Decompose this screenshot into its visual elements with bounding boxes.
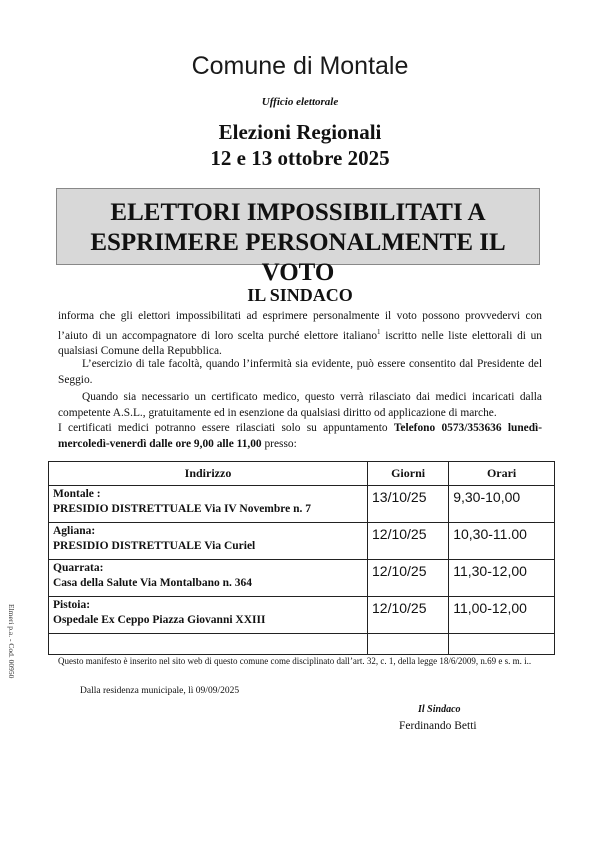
p4-phone-hours: Telefono 0573/353636 lunedì-mercoledì-venerdì dalle ore 9,00 alle 11,00 [58,422,543,450]
city-name: Agliana: [53,525,96,537]
orario-cell: 9,30-10,00 [449,486,555,523]
empty-cell [49,634,368,655]
paragraph-2: L’esercizio di tale facoltà, quando l’infermità sia evidente, può essere consentito dal Presidente del Seggio. [58,358,542,386]
orario-cell: 11,30-12,00 [449,560,555,597]
p1-footnote-mark: 1 [377,327,381,336]
giorno-cell: 13/10/25 [368,486,449,523]
place-name: Ospedale Ex Ceppo Piazza Giovanni XXIII [53,614,266,626]
p1-text-b: iscritto nelle liste elettorali di un qualsiasi Comune della Repubblica. [58,329,542,357]
title-banner [56,188,540,286]
table-row [49,523,555,560]
orario-cell: 11,00-12,00 [449,597,555,634]
address-cell [49,523,368,560]
p4-text-a: I certificati medici potranno essere rilasciati solo su appuntamento [58,422,394,434]
elezioni-line-1: Elezioni Regionali [218,120,382,144]
banner-line-2: ESPRIMERE PERSONALMENTE IL VOTO [90,229,506,286]
giorno-cell: 12/10/25 [368,523,449,560]
place-name: Casa della Salute Via Montalbano n. 364 [53,577,253,589]
signature-label: Il Sindaco [418,704,461,715]
city-name: Pistoia: [53,599,91,611]
ufficio-subtitle: Ufficio elettorale [261,96,339,108]
header-giorni: Giorni [368,462,449,486]
paragraph-4 [58,421,542,452]
elezioni-line-2: 12 e 13 ottobre 2025 [210,146,390,170]
p1-text-a: informa che gli elettori impossibilitati ad esprimere personalmente il voto possono provvedervi con l’aiuto di un accompagnatore di loro scelta purché elettore italiano [58,310,542,342]
empty-cell [449,634,555,655]
elezioni-heading [0,119,600,171]
address-cell [49,486,368,523]
table-header-row [49,462,555,486]
comune-title: Comune di Montale [191,52,409,80]
giorno-cell: 12/10/25 [368,597,449,634]
sindaco-heading: IL SINDACO [247,285,353,305]
paragraph-3: Quando sia necessario un certificato medico, questo verrà rilasciato dai medici incaricati dalla competente A.S.L., gratuitamente ed in esenzione da qualsiasi diritto od applicazione di marche. [58,391,542,419]
place-date-line: Dalla residenza municipale, lì 09/09/2025 [80,686,240,696]
printer-code-vertical: Elmeri p.a. - Cod. 00950 [7,604,16,679]
orario-cell: 10,30-11.00 [449,523,555,560]
place-name: PRESIDIO DISTRETTUALE Via Curiel [53,540,256,552]
address-cell [49,560,368,597]
banner-line-1: ELETTORI IMPOSSIBILITATI A [110,199,486,226]
signature-name: Ferdinando Betti [399,720,477,732]
table-empty-row [49,634,555,655]
city-name: Quarrata: [53,562,104,574]
city-name: Montale : [53,488,101,500]
table-row [49,560,555,597]
place-name: PRESIDIO DISTRETTUALE Via IV Novembre n. 7 [53,503,312,515]
empty-cell [368,634,449,655]
locations-table [48,461,555,655]
publication-note: Questo manifesto è inserito nel sito web di questo comune come disciplinato dall’art. 32, c. 1, della legge 18/6/2009, n.69 e s. m. i.. [58,656,532,666]
address-cell [49,597,368,634]
table-row [49,597,555,634]
giorno-cell: 12/10/25 [368,560,449,597]
paragraph-1 [58,309,542,359]
header-indirizzo: Indirizzo [49,462,368,486]
p4-text-c: presso: [261,437,297,450]
header-orari: Orari [449,462,555,486]
table-row [49,486,555,523]
